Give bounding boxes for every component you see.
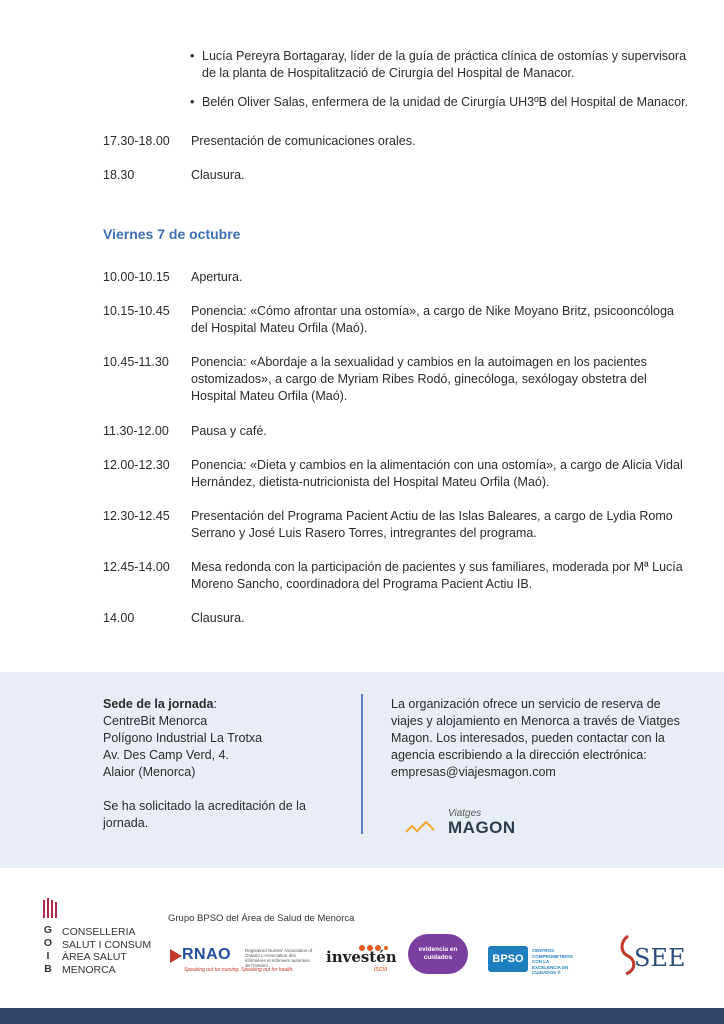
magon-logo-small: Viatges xyxy=(448,808,482,819)
schedule-time: 12.45-14.00 xyxy=(103,560,170,574)
schedule-desc: Clausura. xyxy=(191,611,245,625)
schedule-row xyxy=(103,457,693,491)
rnao-arrow-icon xyxy=(170,949,182,963)
rnao-fullname: Registered Nurses' Association of Ontario L'Association des infirmières et infirmiers autorisés de l'Ontario xyxy=(245,948,313,968)
schedule-row xyxy=(103,423,693,440)
schedule-time: 11.30-12.00 xyxy=(103,424,169,438)
magon-logo xyxy=(404,808,544,840)
rnao-name: RNAO xyxy=(182,946,232,963)
seee-logo xyxy=(618,932,686,976)
venue-line: Alaior (Menorca) xyxy=(103,765,196,779)
schedule-row xyxy=(103,559,693,593)
venue-line: Av. Des Camp Verd, 4. xyxy=(103,748,229,762)
schedule-desc: Clausura. xyxy=(191,168,245,182)
schedule-desc: Apertura. xyxy=(191,270,243,284)
seee-text: SEE xyxy=(634,944,686,972)
schedule-time: 12.00-12.30 xyxy=(103,458,170,472)
schedule-time: 14.00 xyxy=(103,611,135,625)
schedule-desc: Presentación del Programa Pacient Actiu de las Islas Baleares, a cargo de Lydia Romo Serrano y José Luis Rasero Torres, intregrantes del programa. xyxy=(191,509,673,540)
info-band xyxy=(0,672,724,868)
footer-logos xyxy=(0,868,724,1008)
schedule-time: 18.30 xyxy=(103,168,135,182)
schedule-desc: Mesa redonda con la participación de pacientes y sus familiares, moderada por Mª Lucía Moreno Sancho, coordinadora del Programa Pacient Actiu IB. xyxy=(191,560,683,591)
travel-info: La organización ofrece un servicio de reserva de viajes y alojamiento en Menorca a través de Viatges Magon. Los interesados, pueden contactar con la agencia escribiendo a la dirección electrónica: empresas@viajesmagon.com xyxy=(391,697,680,779)
venue-title: Sede de la jornada xyxy=(103,697,214,711)
goib-letter: G xyxy=(43,924,53,936)
magon-logo-big: MAGON xyxy=(448,818,516,837)
band-divider xyxy=(361,694,363,834)
bpso-group-label: Grupo BPSO del Área de Salud de Menorca xyxy=(168,913,355,924)
venue-line: Polígono Industrial La Trotxa xyxy=(103,731,263,745)
schedule-time: 10.00-10.15 xyxy=(103,270,170,284)
goib-line: ÀREA SALUT xyxy=(62,951,127,963)
magon-mountains-icon xyxy=(404,818,444,838)
bottom-bar xyxy=(0,1008,724,1024)
schedule-time: 12.30-12.45 xyxy=(103,509,170,523)
investen-sub: isciii xyxy=(374,966,388,973)
goib-logo xyxy=(42,898,152,988)
schedule-desc: Ponencia: «Dieta y cambios en la alimentación con una ostomía», a cargo de Alicia Vidal Hernández, dietista-nutricionista del Hospital Mateu Orfila (Maó). xyxy=(191,458,683,489)
goib-letter: I xyxy=(46,950,50,962)
accreditation-note: Se ha solicitado la acreditación de la jornada. xyxy=(103,799,306,830)
schedule-desc: Pausa y café. xyxy=(191,424,267,438)
goib-line: MENORCA xyxy=(62,963,116,976)
goib-line: CONSELLERIA xyxy=(62,926,136,938)
bpso-logo xyxy=(488,946,578,974)
goib-line: SALUT I CONSUM xyxy=(62,938,152,951)
venue-line: CentreBit Menorca xyxy=(103,714,208,728)
schedule-time: 17.30-18.00 xyxy=(103,134,170,148)
schedule-time: 10.15-10.45 xyxy=(103,304,170,318)
schedule-row xyxy=(103,508,693,542)
rnao-tagline: Speaking out for nursing. Speaking out for health. xyxy=(184,967,294,973)
goib-letter: B xyxy=(44,963,52,975)
speaker-list xyxy=(190,48,700,122)
seee-mark-icon xyxy=(618,932,686,976)
goib-text xyxy=(62,926,151,976)
investen-name: investén xyxy=(326,948,397,966)
schedule-desc: Ponencia: «Cómo afrontar una ostomía», a cargo de Nike Moyano Britz, psicooncóloga del Hospital Mateu Orfila (Maó). xyxy=(191,304,674,335)
speaker-item: • Lucía Pereyra Bortagaray, líder de la guía de práctica clínica de ostomías y supervisora de la planta de Hospitalització de Cirurgía del Hospital de Manacor. xyxy=(190,48,700,82)
schedule-desc: Ponencia: «Abordaje a la sexualidad y cambios en la autoimagen en los pacientes ostomizados», a cargo de Myriam Ribes Rodó, ginecóloga, sexólogay obstetra del Hospital Mateu Orfila (Maó). xyxy=(191,355,647,403)
schedule-row xyxy=(103,133,693,150)
schedule-desc: Presentación de comunicaciones orales. xyxy=(191,134,416,148)
goib-letters xyxy=(42,924,54,976)
venue-block: Sede de la jornada: CentreBit Menorca Polígono Industrial La Trotxa Av. Des Camp Verd, 4. Alaior (Menorca) Se ha solicitado la acreditación de la jornada. xyxy=(103,696,343,832)
goib-flag-icon xyxy=(42,898,58,924)
bpso-badge: BPSO xyxy=(488,946,528,972)
schedule-row xyxy=(103,354,693,405)
goib-letter: O xyxy=(43,937,53,949)
rnao-logo xyxy=(170,946,320,976)
schedule-time: 10.45-11.30 xyxy=(103,355,169,369)
day-heading: Viernes 7 de octubre xyxy=(103,226,241,242)
evidencia-logo: evidencia en cuidados xyxy=(408,934,468,974)
schedule-row xyxy=(103,303,693,337)
schedule-row xyxy=(103,167,693,184)
schedule-row xyxy=(103,610,693,627)
schedule-row xyxy=(103,269,693,286)
investen-logo xyxy=(326,944,396,978)
bpso-tagline: CENTROS COMPROMETIDOS CON LA EXCELENCIA EN CUIDADOS ® xyxy=(532,948,573,975)
speaker-item: • Belén Oliver Salas, enfermera de la unidad de Cirurgía UH3ºB del Hospital de Manacor. xyxy=(190,94,700,111)
